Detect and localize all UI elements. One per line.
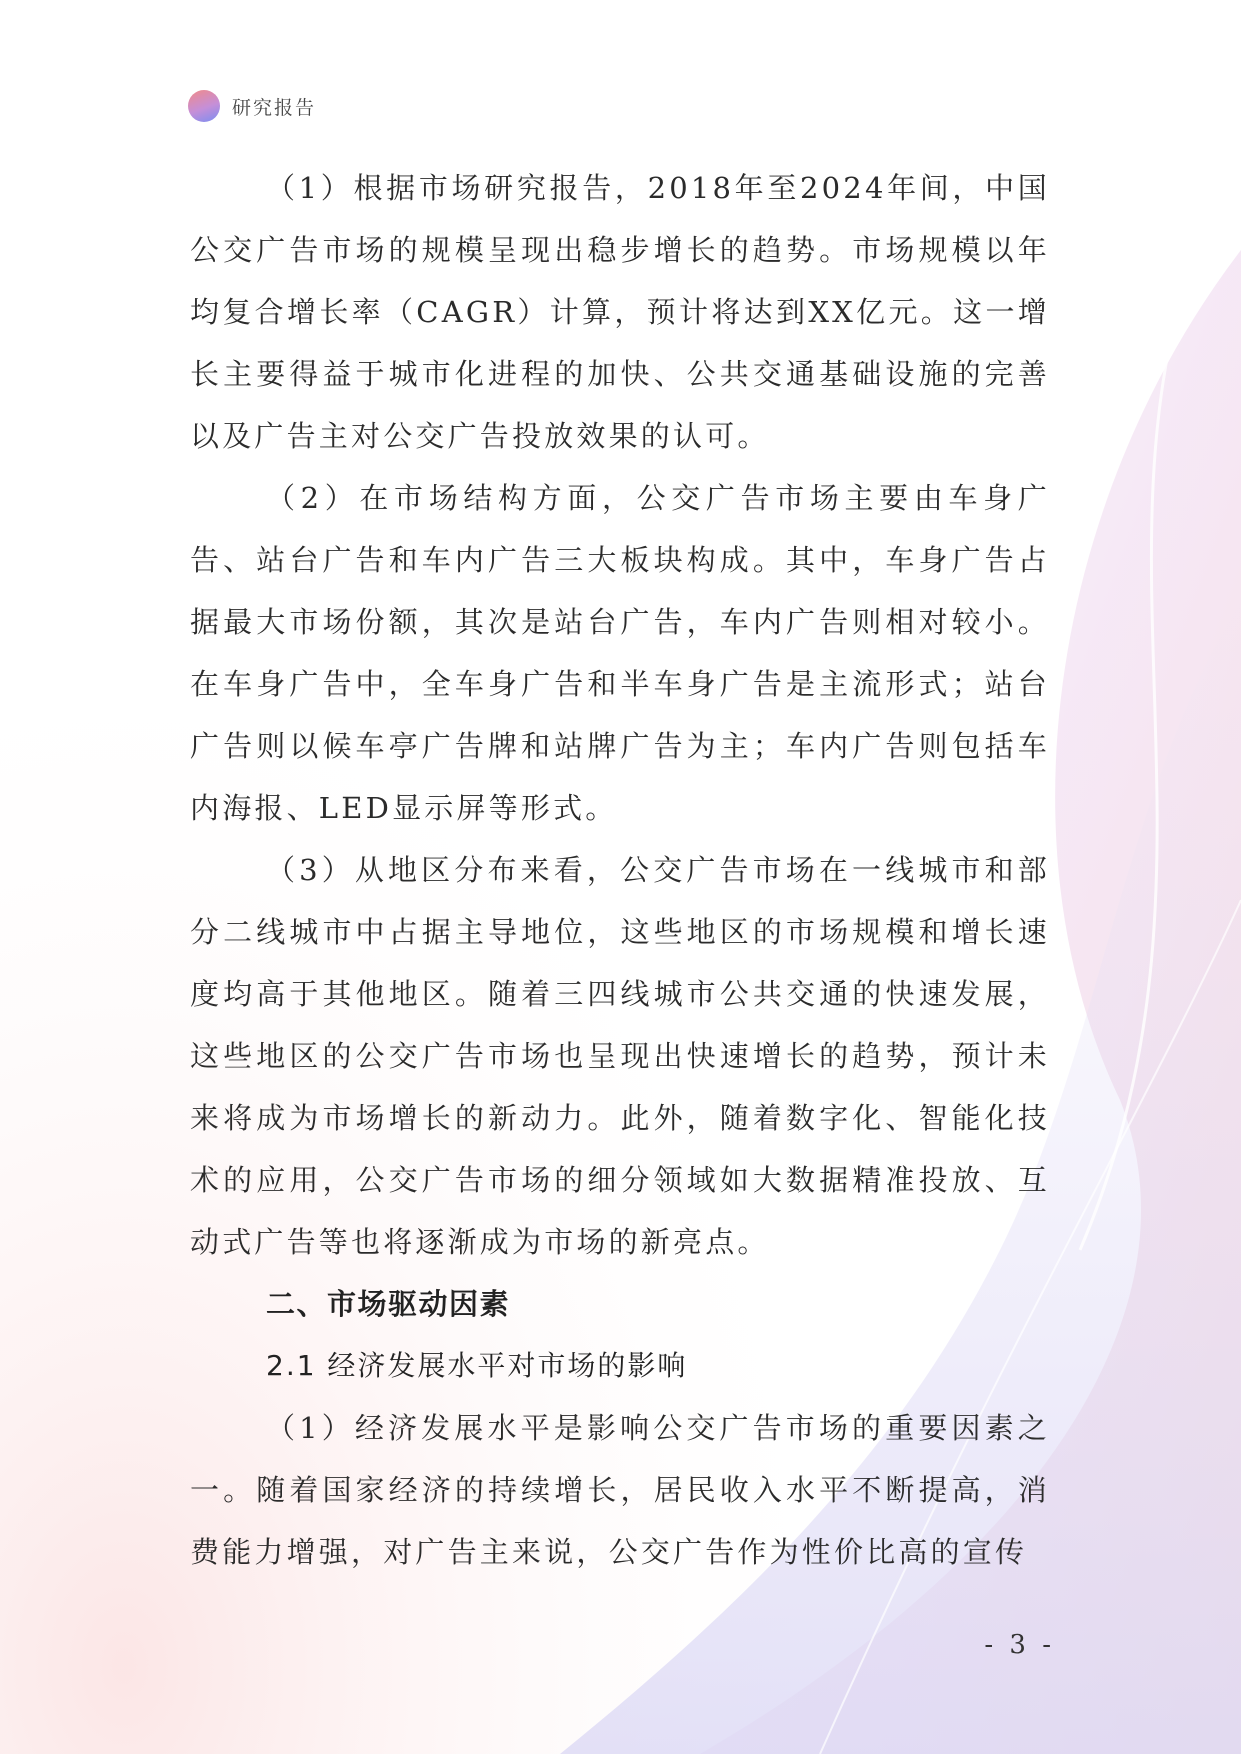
- logo-circle-icon: [188, 90, 220, 122]
- paragraph-market-structure: （2）在市场结构方面，公交广告市场主要由车身广告、站台广告和车内广告三大板块构成。其中，车身广告占据最大市场份额，其次是站台广告，车内广告则相对较小。在车身广告中，全车身广告和半车身广告是主流形式；站台广告则以候车亭广告牌和站牌广告为主；车内广告则包括车内海报、LED显示屏等形式。: [190, 481, 1050, 825]
- header-brand-label: 研究报告: [232, 96, 317, 119]
- paragraph-economic-impact: （1）经济发展水平是影响公交广告市场的重要因素之一。随着国家经济的持续增长，居民收入水平不断提高，消费能力增强，对广告主来说，公交广告作为性价比高的宣传: [190, 1411, 1050, 1569]
- document-header: [188, 88, 316, 124]
- paragraph-regional-distribution: （3）从地区分布来看，公交广告市场在一线城市和部分二线城市中占据主导地位，这些地区的市场规模和增长速度均高于其他地区。随着三四线城市公共交通的快速发展，这些地区的公交广告市场也呈现出快速增长的趋势，预计未来将成为市场增长的新动力。此外，随着数字化、智能化技术的应用，公交广告市场的细分领域如大数据精准投放、互动式广告等也将逐渐成为市场的新亮点。: [190, 853, 1050, 1259]
- document-body: [190, 157, 1050, 1583]
- page-number: - 3 -: [984, 1630, 1055, 1660]
- subsection-heading: 2.1 经济发展水平对市场的影响: [266, 1349, 688, 1382]
- section-heading: 二、市场驱动因素: [266, 1287, 511, 1321]
- paragraph-market-size: （1）根据市场研究报告，2018年至2024年间，中国公交广告市场的规模呈现出稳步增长的趋势。市场规模以年均复合增长率（CAGR）计算，预计将达到XX亿元。这一增长主要得益于城市化进程的加快、公共交通基础设施的完善以及广告主对公交广告投放效果的认可。: [190, 171, 1050, 453]
